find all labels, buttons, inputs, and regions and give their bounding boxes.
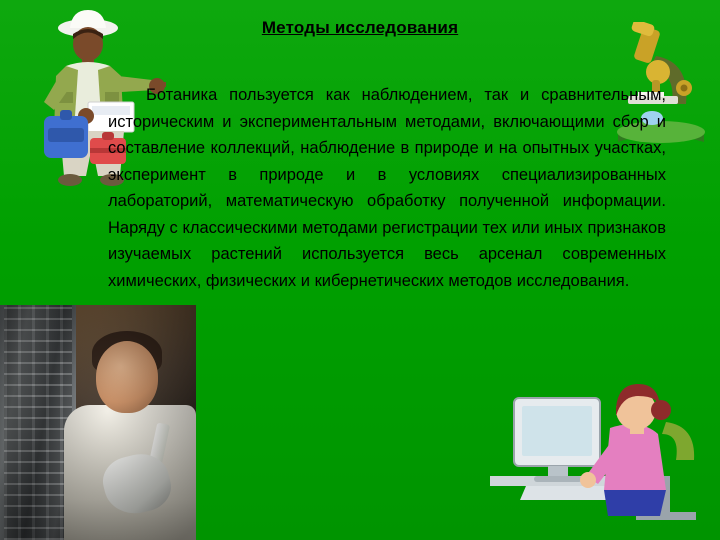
photo-vignette bbox=[0, 305, 196, 540]
body-paragraph: Ботаника пользуется как наблюдением, так и сравнительным, историческим и экспериментальным методами, включающими сбор и составление коллекций, наблюдение в природе и на опытных участках, эксперимент в природе и в условиях специализированных лабораторий, математическую обработку полученной информации. Наряду с классическими методами регистрации тех или иных признаков изучаемых растений используется весь арсенал современных химических, физических и кибернетических методов исследования. bbox=[108, 86, 666, 290]
page-title: Методы исследования bbox=[261, 18, 459, 37]
computer-illustration bbox=[490, 326, 710, 526]
laboratory-photo bbox=[0, 305, 196, 540]
